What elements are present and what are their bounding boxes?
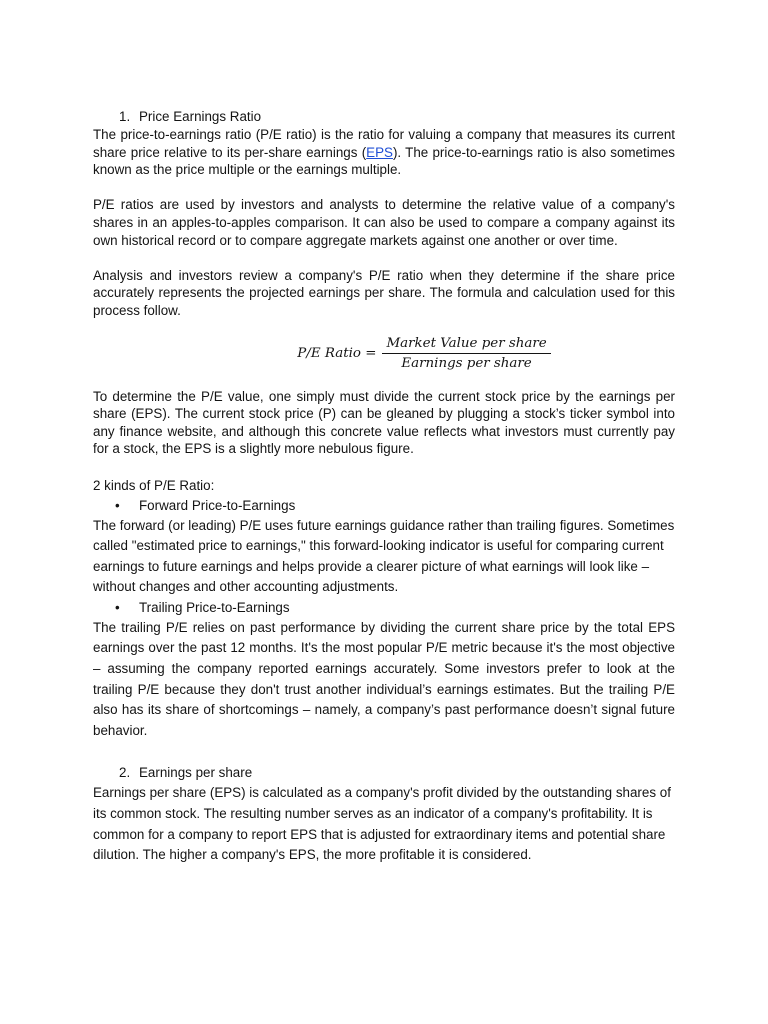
trailing-title: Trailing Price-to-Earnings: [139, 599, 290, 615]
pe-formula: [173, 332, 675, 376]
pe-usage-paragraph: P/E ratios are used by investors and analysts to determine the relative value of a company's shares in an apples-to-apples comparison. It can also be used to compare a company against its own historical record or to compare aggregate markets against one another or over time.: [93, 197, 675, 248]
section-2-heading: [93, 763, 675, 783]
section-1-number: 1.: [119, 109, 131, 124]
formula-numerator: Market Value per share: [382, 336, 550, 354]
eps-paragraph: Earnings per share (EPS) is calculated as a company's profit divided by the outstanding shares of its common stock. The resulting number serves as an indicator of a company's profitability. It is common for a company to report EPS that is adjusted for extraordinary items and potential share dilution. The higher a company's EPS, the more profitable it is considered.: [93, 785, 671, 863]
pe-review-paragraph: Analysis and investors review a company's P/E ratio when they determine if the share price accurately represents the projected earnings per share. The formula and calculation used for this process follow.: [93, 267, 675, 318]
pe-definition-text-a: The price-to-earnings ratio (P/E ratio) is the ratio for valuing a company that measures its current share price relative to its per-share earnings (: [93, 127, 675, 160]
formula-lhs: P/E Ratio =: [297, 346, 377, 362]
section-1-heading: [93, 108, 675, 126]
pe-definition-text-b: ). The price-to-earnings ratio is also sometimes known as the price multiple or the earnings multiple.: [93, 144, 676, 178]
pe-definition-paragraph: [93, 126, 675, 179]
bullet-icon: •: [115, 497, 120, 513]
formula-fraction: [382, 336, 550, 371]
formula-denominator: Earnings per share: [401, 356, 532, 372]
document-content: [93, 108, 675, 866]
section-2-number: 2.: [119, 765, 131, 781]
bullet-icon: •: [115, 599, 120, 615]
kinds-heading: 2 kinds of P/E Ratio:: [93, 477, 215, 493]
bullet-trailing: [93, 598, 675, 618]
forward-title: Forward Price-to-Earnings: [139, 497, 296, 513]
bullet-forward: [93, 496, 675, 516]
forward-paragraph: The forward (or leading) P/E uses future earnings guidance rather than trailing figures. Sometimes called "estimated price to earnings," this forward-looking indicator is useful for comparing current earnings to future earnings and helps provide a clearer picture of what earnings will look like – without changes and other accounting adjustments.: [93, 517, 675, 595]
pe-determine-paragraph: To determine the P/E value, one simply must divide the current stock price by the earnings per share (EPS). The current stock price (P) can be gleaned by plugging a stock’s ticker symbol into any finance website, and although this concrete value reflects what investors must currently pay for a stock, the EPS is a slightly more nebulous figure.: [93, 388, 675, 457]
trailing-paragraph: The trailing P/E relies on past performance by dividing the current share price by the total EPS earnings over the past 12 months. It's the most popular P/E metric because it's the most objective – assuming the company reported earnings accurately. Some investors prefer to look at the trailing P/E because they don't trust another individual’s earnings estimates. But the trailing P/E also has its share of shortcomings – namely, a company’s past performance doesn’t signal future behavior.: [93, 619, 675, 738]
section-1-title: Price Earnings Ratio: [139, 109, 262, 124]
section-2-title: Earnings per share: [139, 765, 253, 781]
eps-link[interactable]: EPS: [366, 144, 393, 160]
